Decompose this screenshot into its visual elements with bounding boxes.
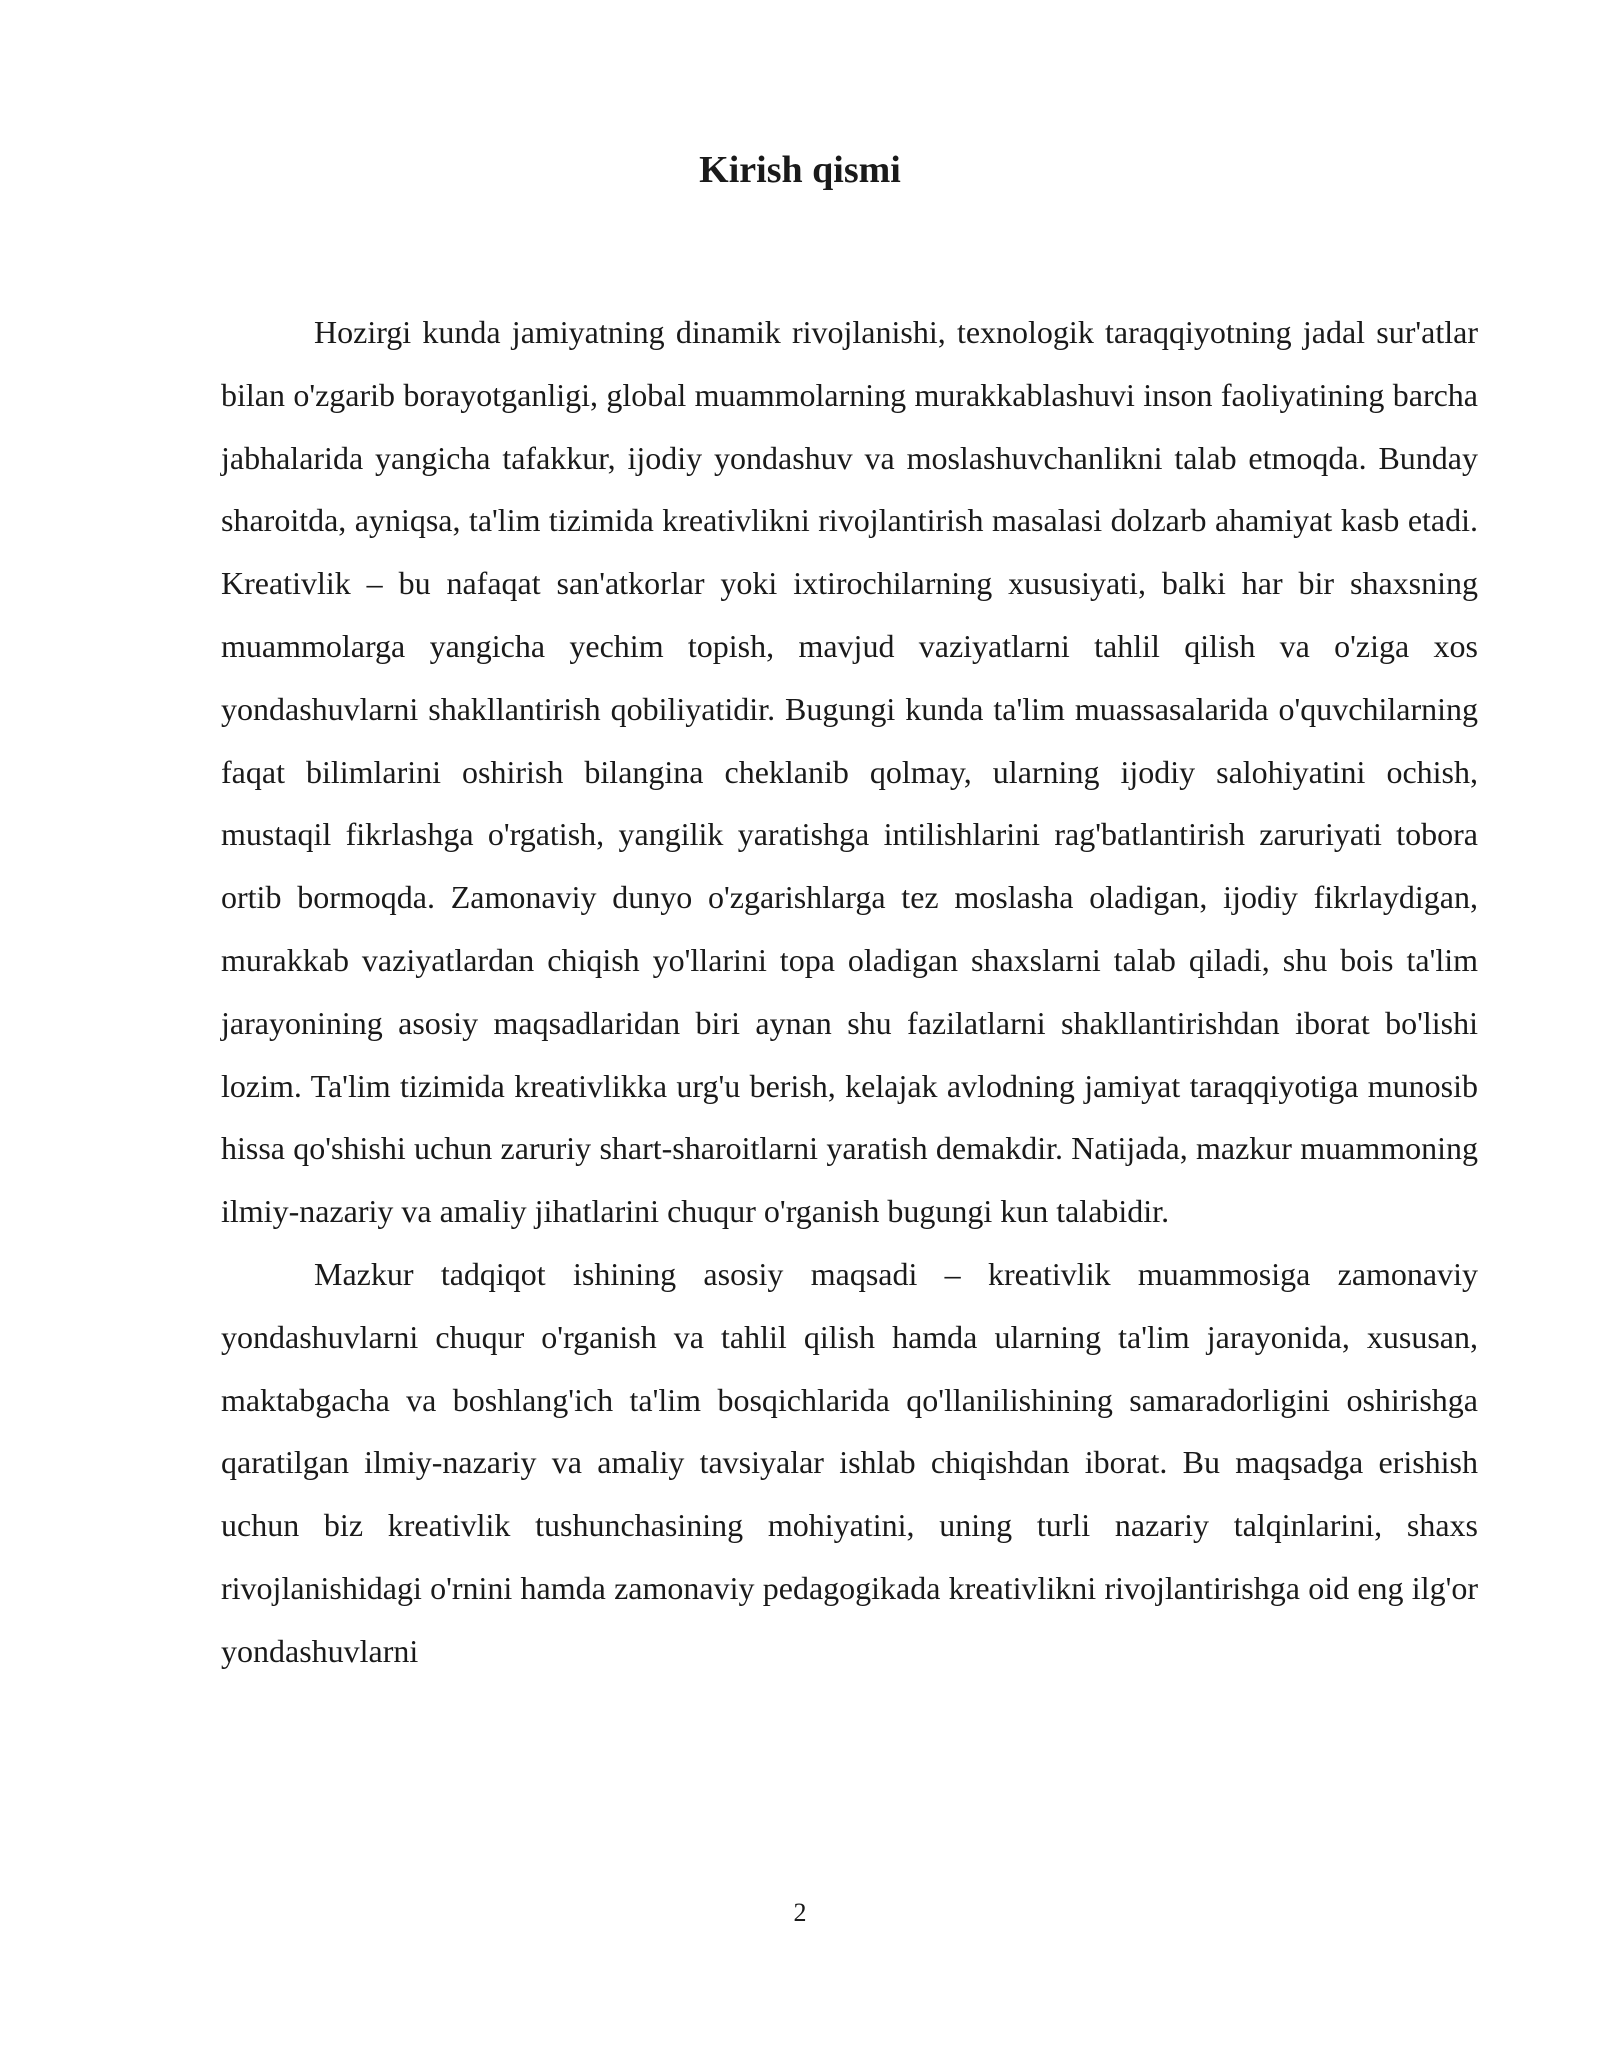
page-number: 2 [793,1898,807,1927]
paragraph-aim: Mazkur tadqiqot ishining asosiy maqsadi – kreativlik muammosiga zamonaviy yondashuvlarni chuqur o'rganish va tahlil qilish hamda ularning ta'lim jarayonida, xususan, maktabgacha va boshlang'ich ta'lim bosqichlarida qo'llanilishining samaradorligini oshirishga qaratilgan ilmiy-nazariy va amaliy tavsiyalar ishlab chiqishdan iborat. Bu maqsadga erishish uchun biz kreativlik tushunchasining mohiyatini, uning turli nazariy talqinlarini, shaxs rivojlanishidagi o'rnini hamda zamonaviy pedagogikada kreativlikni rivojlantirishga oid eng ilg'or yondashuvlarni [221,1255,1478,1669]
paragraph-intro: Hozirgi kunda jamiyatning dinamik rivojlanishi, texnologik taraqqiyotning jadal sur'atlar bilan o'zgarib borayotganligi, global muammolarning murakkablashuvi inson faoliyatining barcha jabhalarida yangicha tafakkur, ijodiy yondashuv va moslashuvchanlikni talab etmoqda. Bunday sharoitda, ayniqsa, ta'lim tizimida kreativlikni rivojlantirish masalasi dolzarb ahamiyat kasb etadi. Kreativlik – bu nafaqat san'atkorlar yoki ixtirochilarning xususiyati, balki har bir shaxsning muammolarga yangicha yechim topish, mavjud vaziyatlarni tahlil qilish va o'ziga xos yondashuvlarni shakllantirish qobiliyatidir. Bugungi kunda ta'lim muassasalarida o'quvchilarning faqat bilimlarini oshirish bilangina cheklanib qolmay, ularning ijodiy salohiyatini ochish, mustaqil fikrlashga o'rgatish, yangilik yaratishga intilishlarini rag'batlantirish zaruriyati tobora ortib bormoqda. Zamonaviy dunyo o'zgarishlarga tez moslasha oladigan, ijodiy fikrlaydigan, murakkab vaziyatlardan chiqish yo'llarini topa oladigan shaxslarni talab qiladi, shu bois ta'lim jarayonining asosiy maqsadlaridan biri aynan shu fazilatlarni shakllantirishdan iborat bo'lishi lozim. Ta'lim tizimida kreativlikka urg'u berish, kelajak avlodning jamiyat taraqqiyotiga munosib hissa qo'shishi uchun zaruriy shart-sharoitlarni yaratish demakdir. Natijada, mazkur muammoning ilmiy-nazariy va amaliy jihatlarini chuqur o'rganish bugungi kun talabidir. [221,314,1478,1230]
body-text [221,301,1478,1683]
page-title: Kirish qismi [699,149,901,191]
